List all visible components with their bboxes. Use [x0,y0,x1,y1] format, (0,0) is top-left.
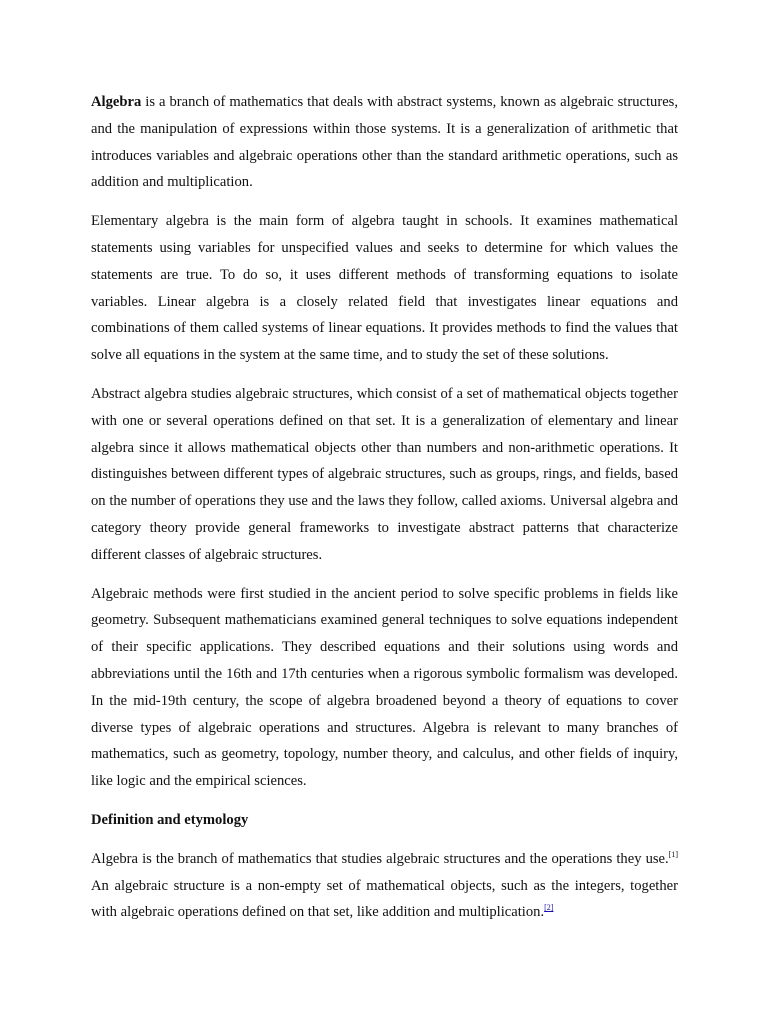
elementary-algebra-paragraph: Elementary algebra is the main form of algebra taught in schools. It examines mathematical statements using variables for unspecified values and seeks to determine for which values the statements are true. To do so, it uses different methods of transforming equations to isolate variables. Linear algebra is a closely related field that investigates linear equations and combinations of them called systems of linear equations. It provides methods to find the values that solve all equations in the system at the same time, and to study the set of these solutions. [91,213,678,364]
reference-2-link[interactable]: [2] [544,903,554,913]
reference-1[interactable]: [1] [668,849,678,859]
definition-text-1: Algebra is the branch of mathematics that studies algebraic structures and the operations they use. [91,850,669,867]
intro-paragraph [91,89,678,196]
intro-text: is a branch of mathematics that deals with abstract systems, known as algebraic structures, and the manipulation of expressions within those systems. It is a generalization of arithmetic that introduces variables and algebraic operations other than the standard arithmetic operations, such as addition and multiplication. [91,94,678,191]
definition-text-2: An algebraic structure is a non-empty set of mathematical objects, such as the integers, together with algebraic operations defined on that set, like addition and multiplication. [91,877,678,921]
abstract-algebra-paragraph: Abstract algebra studies algebraic structures, which consist of a set of mathematical objects together with one or several operations defined on that set. It is a generalization of elementary and linear algebra since it allows mathematical objects other than numbers and non-arithmetic operations. It distinguishes between different types of algebraic structures, such as groups, rings, and fields, based on the number of operations they use and the laws they follow, called axioms. Universal algebra and category theory provide general frameworks to investigate abstract patterns that characterize different classes of algebraic structures. [91,385,678,563]
article-body [91,89,678,938]
history-paragraph: Algebraic methods were first studied in the ancient period to solve specific problems in fields like geometry. Subsequent mathematicians examined general techniques to solve equations independent of their specific applications. They described equations and their solutions using words and abbreviations until the 16th and 17th centuries when a rigorous symbolic formalism was developed. In the mid-19th century, the scope of algebra broadened beyond a theory of equations to cover diverse types of algebraic operations and structures. Algebra is relevant to many branches of mathematics, such as geometry, topology, number theory, and calculus, and other fields of inquiry, like logic and the empirical sciences. [91,585,678,790]
section-heading: Definition and etymology [91,811,249,828]
lead-term: Algebra [91,94,142,110]
definition-paragraph [91,846,678,926]
